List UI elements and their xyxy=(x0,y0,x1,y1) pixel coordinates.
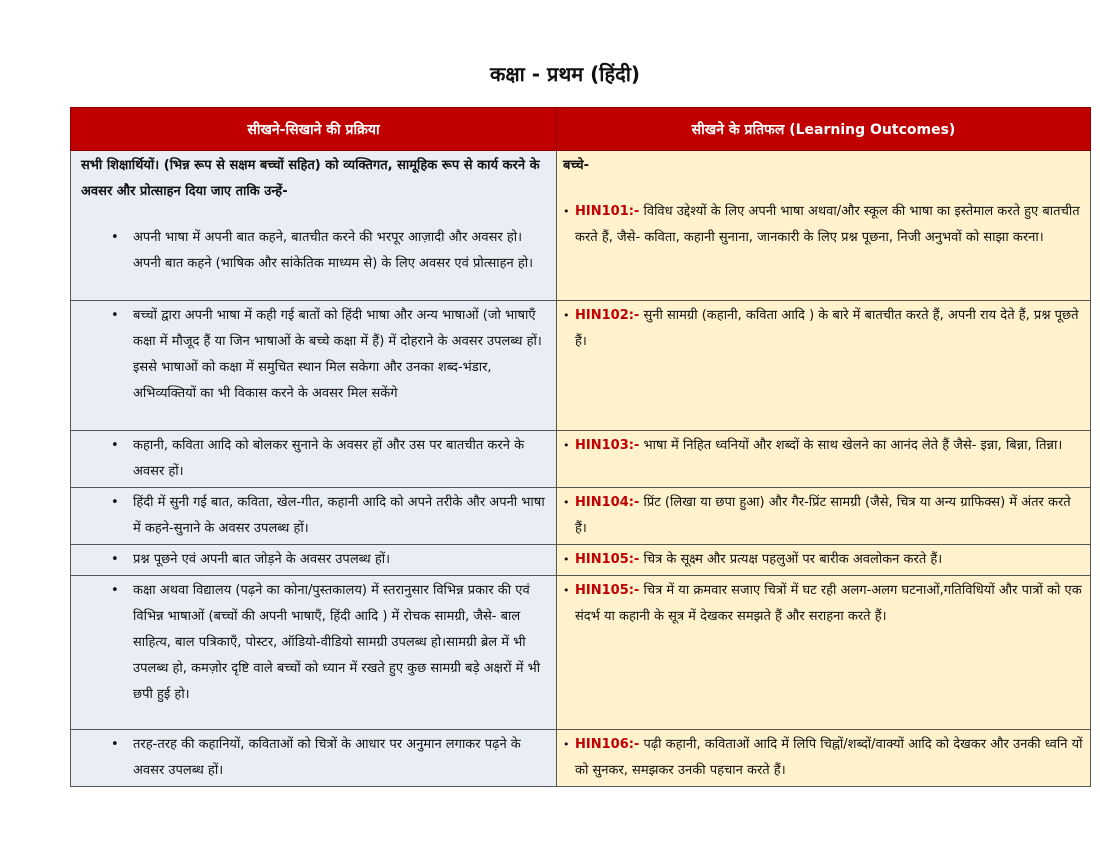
outcome-code: HIN105:- xyxy=(575,583,640,598)
outcomes-column-header: सीखने के प्रतिफल (Learning Outcomes) xyxy=(557,108,1091,151)
outcome-code: HIN104:- xyxy=(575,495,640,510)
outcome-cell xyxy=(557,576,1091,730)
process-cell xyxy=(71,576,557,730)
outcome-code: HIN106:- xyxy=(575,737,640,752)
table-row xyxy=(71,151,1091,301)
process-item xyxy=(77,547,550,573)
outcome-text: पढ़ी कहानी, कविताओं आदि में लिपि चिह्नों/शब्दों/वाक्यों आदि को देखकर और उनकी ध्वनि यों को सुनकर, समझकर उनकी पहचान करते हैं। xyxy=(575,737,1083,778)
outcome-code: HIN102:- xyxy=(575,308,640,323)
process-cell xyxy=(71,431,557,488)
outcome-text: सुनी सामग्री (कहानी, कविता आदि ) के बारे में बातचीत करते हैं, अपनी राय देते हैं, प्रश्न पूछते हैं। xyxy=(575,308,1079,349)
process-item xyxy=(77,732,550,784)
process-item xyxy=(77,303,550,407)
outcome-cell xyxy=(557,431,1091,488)
process-text: अपनी भाषा में अपनी बात कहने, बातचीत करने की भरपूर आज़ादी और अवसर हो। अपनी बात कहने (भाषिक और सांकेतिक माध्यम से) के लिए अवसर एवं प्रोत्साहन हो। xyxy=(133,230,534,271)
process-text: कक्षा अथवा विद्यालय (पढ़ने का कोना/पुस्तकालय) में स्तरानुसार विभिन्न प्रकार की एवं विभिन्न भाषाओं (बच्चों की अपनी भाषाएँ, हिंदी आदि ) में रोचक सामग्री, जैसे- बाल साहित्य, बाल पत्रिकाएँ, पोस्टर, ऑडियो-वीडियो सामग्री उपलब्ध हो।सामग्री ब्रेल में भी उपलब्ध हो, कमज़ोर दृष्टि वाले बच्चों को ध्यान में रखते हुए कुछ सामग्री बड़े अक्षरों में भी छपी हुई हो। xyxy=(133,583,541,702)
process-cell xyxy=(71,545,557,576)
process-cell xyxy=(71,730,557,787)
table-row xyxy=(71,730,1091,787)
table-row xyxy=(71,431,1091,488)
process-item xyxy=(77,225,550,277)
outcome-item xyxy=(563,490,1084,542)
bullet-icon: • xyxy=(111,583,119,598)
process-cell xyxy=(71,488,557,545)
outcome-text: प्रिंट (लिखा या छपा हुआ) और गैर-प्रिंट सामग्री (जैसे, चित्र या अन्य ग्राफिक्स) में अंतर करते हैं। xyxy=(575,495,1071,536)
process-cell xyxy=(71,301,557,431)
process-text: तरह-तरह की कहानियों, कविताओं को चित्रों के आधार पर अनुमान लगाकर पढ़ने के अवसर उपलब्ध हों। xyxy=(133,737,521,778)
bullet-icon: • xyxy=(563,553,570,566)
outcome-code: HIN105:- xyxy=(575,552,640,567)
outcome-item xyxy=(563,578,1084,630)
outcome-item xyxy=(563,433,1084,459)
bullet-icon: • xyxy=(111,737,119,752)
outcome-code: HIN103:- xyxy=(575,438,640,453)
outcome-code: HIN101:- xyxy=(575,204,640,219)
outcome-cell xyxy=(557,488,1091,545)
bullet-icon: • xyxy=(111,552,119,567)
bullet-icon: • xyxy=(563,205,570,218)
bullet-icon: • xyxy=(563,496,570,509)
outcome-text: चित्र के सूक्ष्म और प्रत्यक्ष पहलुओं पर बारीक अवलोकन करते हैं। xyxy=(643,552,943,567)
process-text: हिंदी में सुनी गई बात, कविता, खेल-गीत, कहानी आदि को अपने तरीके और अपनी भाषा में कहने-सुनाने के अवसर उपलब्ध हों। xyxy=(133,495,545,536)
outcome-text: चित्र में या क्रमवार सजाए चित्रों में घट रही अलग-अलग घटनाओं,गतिविधियों और पात्रों को एक संदर्भ या कहानी के सूत्र में देखकर समझते हैं और सराहना करते हैं। xyxy=(575,583,1082,624)
process-cell xyxy=(71,151,557,301)
learning-outcomes-table xyxy=(70,107,1091,787)
process-item xyxy=(77,433,550,485)
bullet-icon: • xyxy=(563,738,570,751)
page-title: कक्षा - प्रथम (हिंदी) xyxy=(489,62,641,86)
bullet-icon: • xyxy=(111,438,119,453)
outcome-cell xyxy=(557,151,1091,301)
outcome-text: भाषा में निहित ध्वनियों और शब्दों के साथ खेलने का आनंद लेते हैं जैसे- इन्ना, बिन्ना, तिन्ना। xyxy=(643,438,1063,453)
table-row xyxy=(71,545,1091,576)
outcome-item xyxy=(563,199,1084,251)
process-text: प्रश्न पूछने एवं अपनी बात जोड़ने के अवसर उपलब्ध हों। xyxy=(133,552,391,567)
bullet-icon: • xyxy=(111,308,119,323)
outcome-text: विविध उद्देश्यों के लिए अपनी भाषा अथवा/और स्कूल की भाषा का इस्तेमाल करते हुए बातचीत करते हैं, जैसे- कविता, कहानी सुनाना, जानकारी के लिए प्रश्न पूछना, निजी अनुभवों को साझा करना। xyxy=(575,204,1080,245)
outcome-cell xyxy=(557,730,1091,787)
intro-text: सभी शिक्षार्थियों। (भिन्न रूप से सक्षम बच्चों सहित) को व्यक्तिगत, सामूहिक रूप से कार्य करने के अवसर और प्रोत्साहन दिया जाए ताकि उन्हें- xyxy=(81,158,540,199)
outcome-item xyxy=(563,303,1084,355)
bullet-icon: • xyxy=(563,439,570,452)
outcome-item xyxy=(563,547,1084,573)
bullet-icon: • xyxy=(563,584,570,597)
table-row xyxy=(71,488,1091,545)
bullet-icon: • xyxy=(111,495,119,510)
bullet-icon: • xyxy=(111,230,119,245)
table-row xyxy=(71,576,1091,730)
children-label: बच्चे- xyxy=(563,158,589,173)
bullet-icon: • xyxy=(563,309,570,322)
table-header-row xyxy=(71,108,1091,151)
process-item xyxy=(77,578,550,708)
process-text: बच्चों द्वारा अपनी भाषा में कही गई बातों को हिंदी भाषा और अन्य भाषाओं (जो भाषाएँ कक्षा में मौजूद हैं या जिन भाषाओं के बच्चे कक्षा में हैं) में दोहराने के अवसर उपलब्ध हों। इससे भाषाओं को कक्षा में समुचित स्थान मिल सकेगा और उनका शब्द-भंडार, अभिव्यक्तियों का भी विकास करने के अवसर मिल सकेंगे xyxy=(133,308,542,401)
process-column-header: सीखने-सिखाने की प्रक्रिया xyxy=(71,108,557,151)
process-text: कहानी, कविता आदि को बोलकर सुनाने के अवसर हों और उस पर बातचीत करने के अवसर हों। xyxy=(133,438,525,479)
outcome-item xyxy=(563,732,1084,784)
process-item xyxy=(77,490,550,542)
outcome-cell xyxy=(557,545,1091,576)
table-row xyxy=(71,301,1091,431)
outcome-cell xyxy=(557,301,1091,431)
